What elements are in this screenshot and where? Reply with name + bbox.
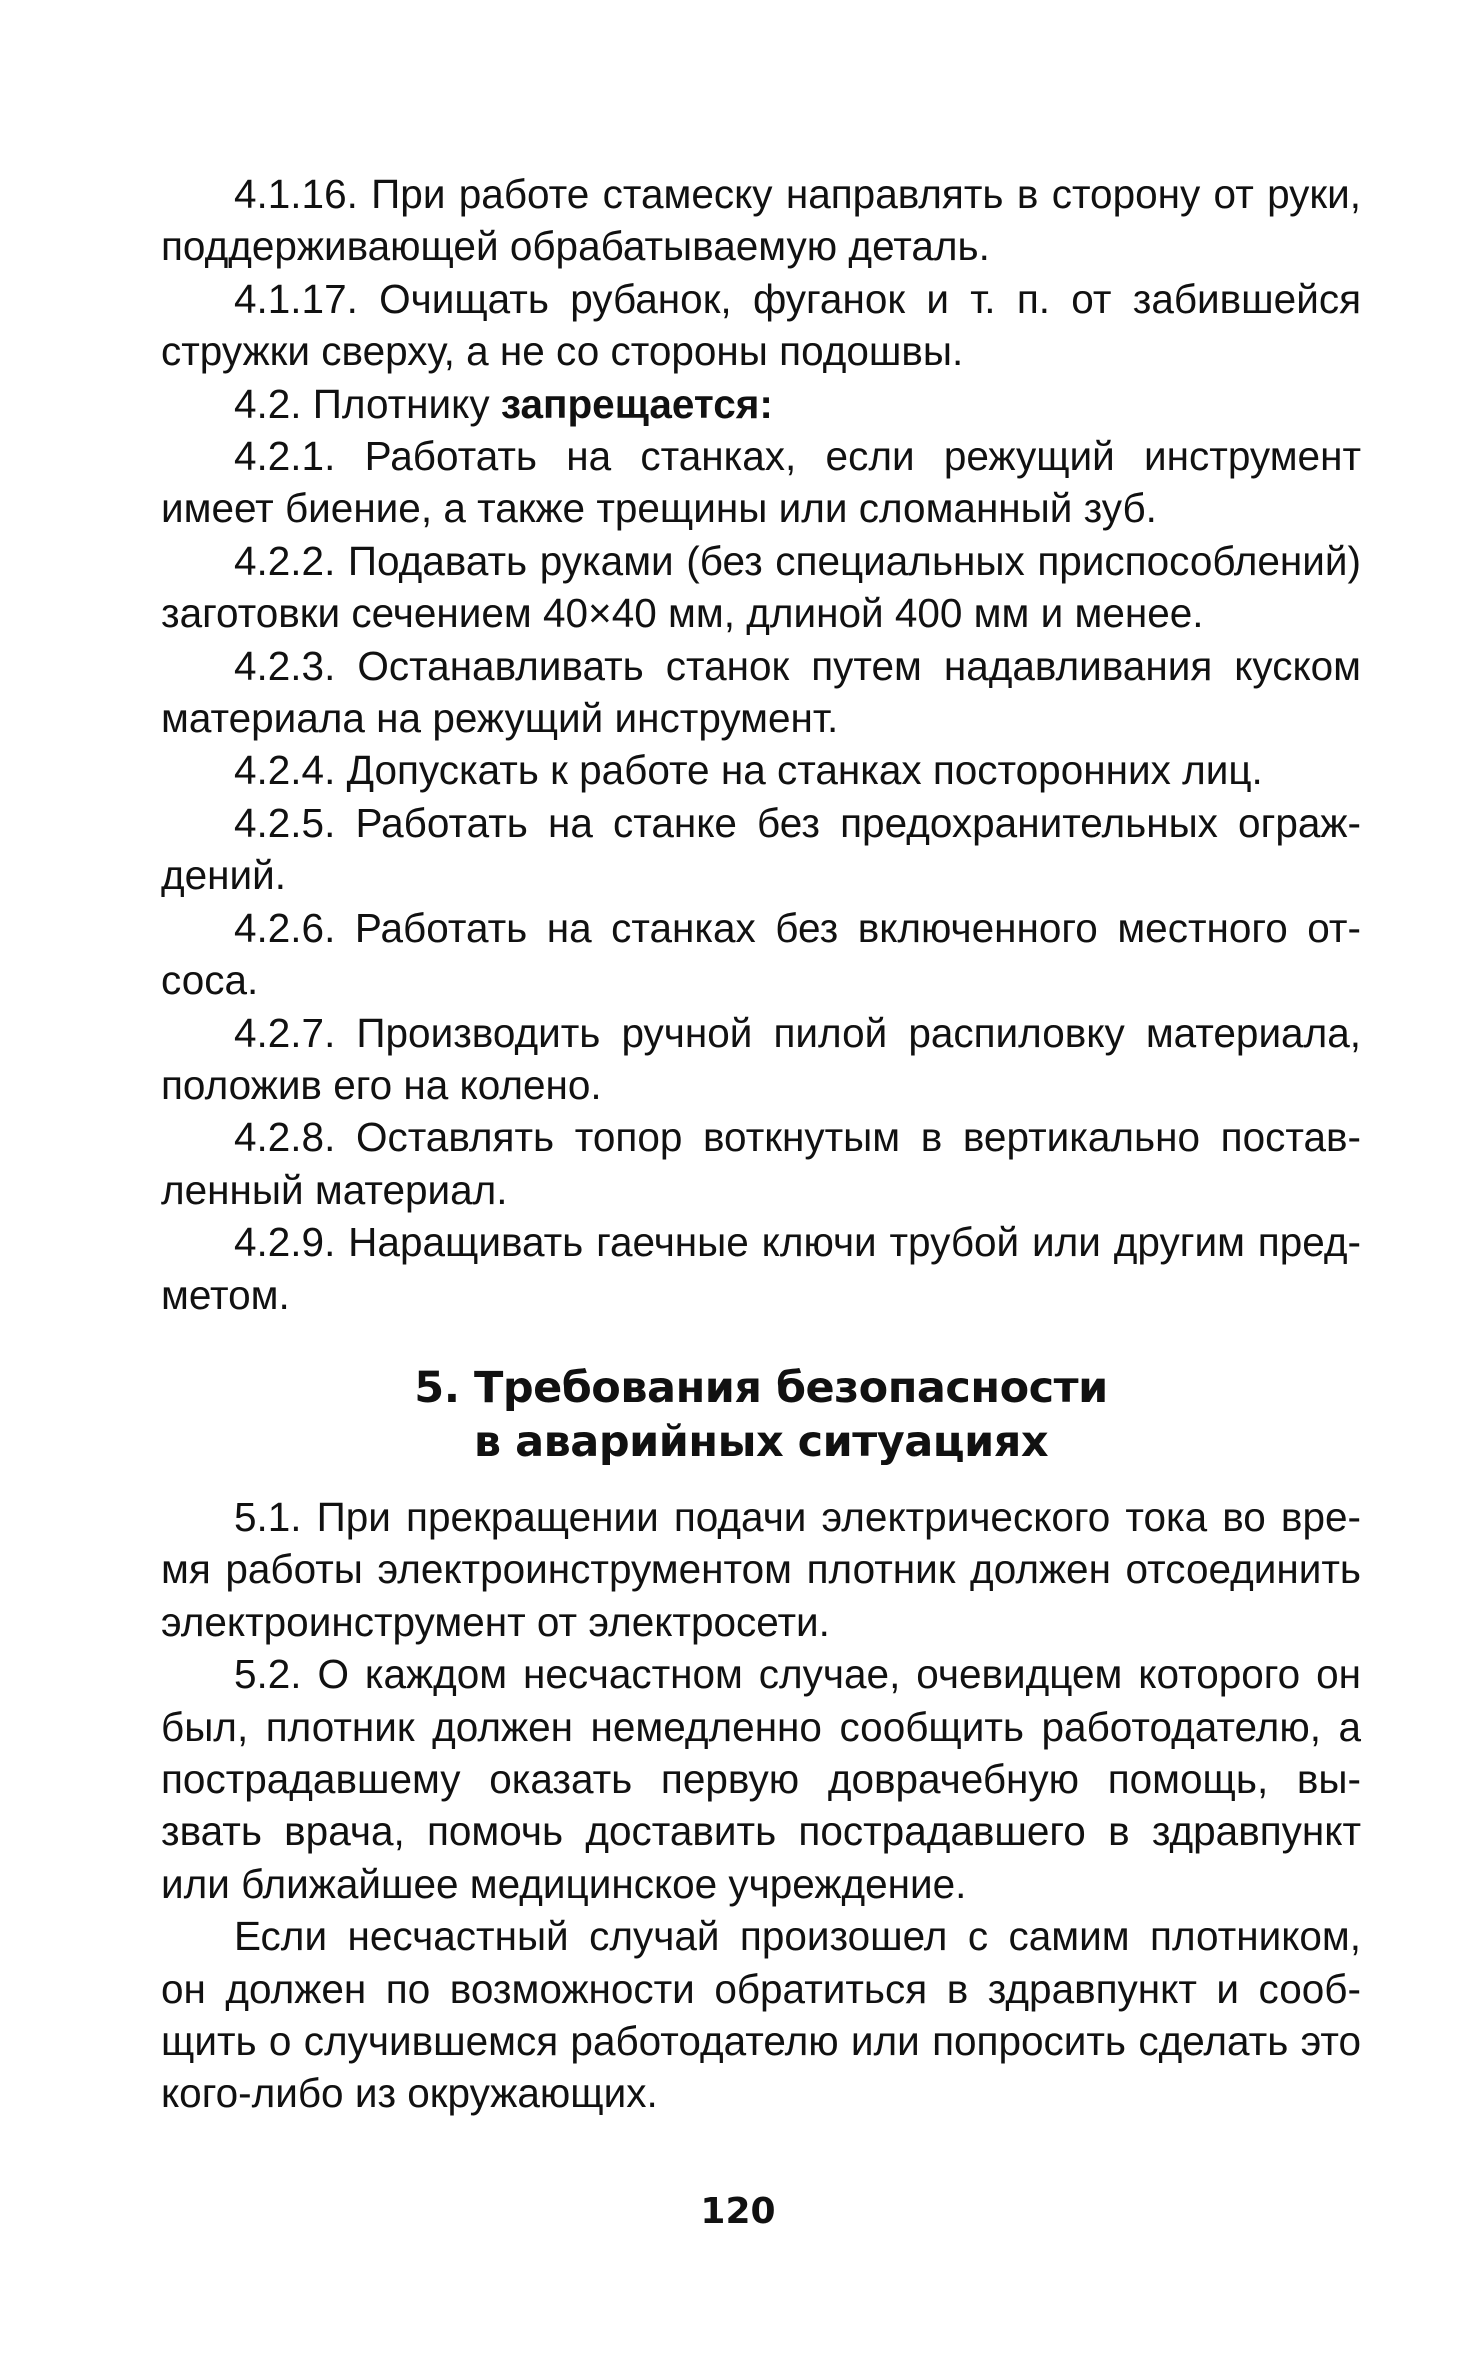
paragraph-5-2: 5.2. О каждом несчастном случае, очевидцем которого он был, плотник должен немедленно сообщить работодателю, а пострадавшему оказать первую доврачебную помощь, вызвать врача, помочь доставить пострадавшего в здравпункт или ближайшее медицинское учреждение. [161, 1651, 1361, 1907]
paragraph-4-2-7: 4.2.7. Производить ручной пилой распиловку материала, положив его на колено. [161, 1009, 1361, 1108]
paragraph-4-2-2: 4.2.2. Подавать руками (без специальных приспособлений) заготовки сечением 40×40 мм, длиной 400 мм и менее. [161, 537, 1361, 637]
paragraph-4-2-4: 4.2.4. Допускать к работе на станках посторонних лиц. [234, 747, 1263, 794]
paragraph-4-2 [161, 378, 1361, 430]
paragraph-4-2-3: 4.2.3. Останавливать станок путем надавливания куском материала на режущий инструмент. [161, 642, 1361, 742]
paragraph-4-2-5: 4.2.5. Работать на станке без предохранительных ограждений. [161, 799, 1361, 899]
section-5-title [161, 1361, 1361, 1469]
paragraph-4-2-9: 4.2.9. Наращивать гаечные ключи трубой или другим предметом. [161, 1219, 1361, 1318]
page-number: 120 [700, 2191, 776, 2232]
paragraph-4-2-6: 4.2.6. Работать на станках без включенного местного отсоса. [161, 904, 1361, 1004]
paragraph-4-2-bold: запрещается: [500, 380, 773, 427]
paragraph-4-1-17: 4.1.17. Очищать рубанок, фуганок и т. п. от забившейся стружки сверху, а не со стороны подошвы. [161, 275, 1361, 375]
section-5-title-line-1: 5. Требования безопасности [414, 1362, 1108, 1413]
paragraph-4-2-1: 4.2.1. Работать на станках, если режущий инструмент имеет биение, а также трещины или сломанный зуб. [161, 433, 1361, 532]
paragraph-4-2-8: 4.2.8. Оставлять топор воткнутым в вертикально поставленный материал. [161, 1114, 1361, 1213]
paragraph-4-1-16: 4.1.16. При работе стамеску направлять в сторону от руки, поддерживающей обрабатываемую деталь. [161, 171, 1361, 270]
paragraph-5-2-continued: Если несчастный случай произошел с самим плотником, он должен по возможности обратиться в здравпункт и сообщить о случившемся работодателю или попросить сделать это кого-либо из окружающих. [161, 1913, 1361, 2117]
paragraph-5-1: 5.1. При прекращении подачи электрического тока во время работы электроинструментом плотник должен отсоединить электроинструмент от электросети. [161, 1493, 1361, 1645]
page-body [161, 168, 1361, 2120]
paragraph-4-2-prefix: 4.2. Плотнику [234, 380, 501, 427]
section-5-title-line-2: в аварийных ситуациях [473, 1416, 1049, 1467]
